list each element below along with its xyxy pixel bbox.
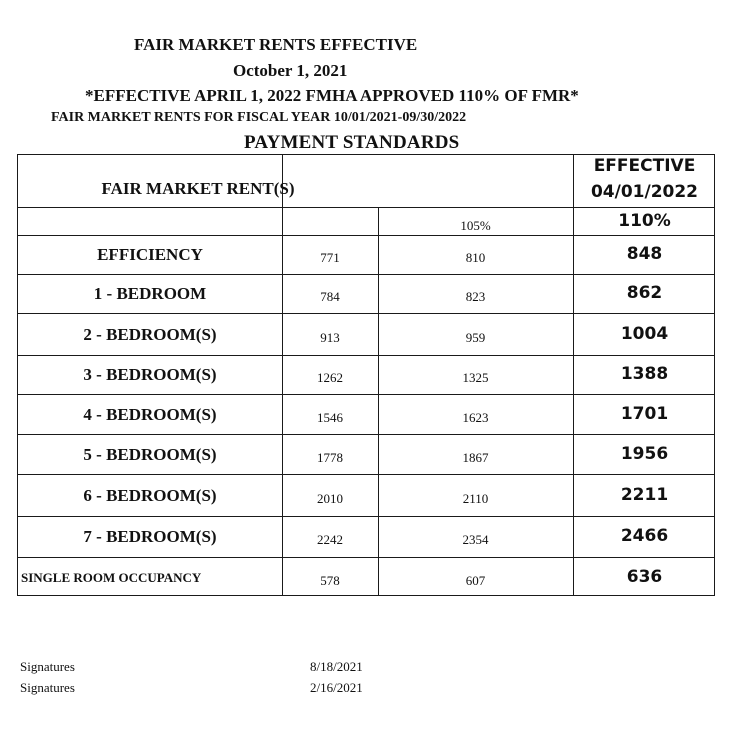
footer-signature-label-1: Signatures — [20, 659, 75, 674]
row-label: 7 - BEDROOM(S) — [83, 527, 217, 546]
fmr-value: 578 — [320, 572, 340, 588]
fmr-value: 2242 — [317, 532, 343, 547]
value-105: 959 — [465, 329, 486, 345]
header-title: FAIR MARKET RENTS EFFECTIVE — [134, 35, 418, 54]
value-110: 1004 — [620, 323, 669, 344]
value-105: 1325 — [462, 370, 489, 385]
value-110: 862 — [626, 283, 663, 303]
header-date: October 1, 2021 — [233, 61, 348, 80]
value-110: 848 — [626, 244, 663, 264]
column-header-105: 105% — [460, 217, 491, 233]
fmr-value: 771 — [320, 250, 340, 265]
row-label: 3 - BEDROOM(S) — [83, 365, 217, 384]
value-110: 636 — [626, 566, 663, 587]
value-105: 2110 — [462, 490, 489, 506]
value-105: 823 — [465, 289, 486, 304]
fmr-value: 1778 — [317, 449, 343, 465]
effective-label: EFFECTIVE — [593, 155, 696, 176]
fmr-value: 784 — [320, 289, 340, 304]
value-110: 1701 — [620, 403, 669, 424]
rent-table — [17, 154, 715, 596]
value-105: 2354 — [462, 532, 489, 547]
row-label: 1 - BEDROOM — [93, 284, 207, 303]
footer-signature-date-1: 8/18/2021 — [310, 659, 363, 674]
value-105: 607 — [465, 572, 486, 588]
value-105: 1623 — [462, 409, 489, 425]
value-105: 1867 — [462, 449, 489, 465]
value-110: 1956 — [620, 443, 669, 464]
table-title-cell: FAIR MARKET RENT(S) — [101, 178, 295, 198]
fmr-value: 913 — [320, 329, 340, 345]
fmr-value: 2010 — [317, 490, 343, 506]
value-105: 810 — [465, 250, 486, 265]
header-fiscal-year: FAIR MARKET RENTS FOR FISCAL YEAR 10/01/2021-09/30/2022 — [51, 110, 467, 125]
fmr-value: 1546 — [317, 409, 343, 425]
row-label: SINGLE ROOM OCCUPANCY — [21, 569, 202, 585]
row-label: EFFICIENCY — [97, 245, 203, 264]
row-label: 2 - BEDROOM(S) — [83, 324, 217, 344]
column-header-110: 110% — [618, 210, 671, 231]
value-110: 2466 — [620, 526, 669, 546]
effective-date: 04/01/2022 — [590, 181, 699, 202]
footer-signature-label-2: Signatures — [20, 680, 75, 695]
value-110: 1388 — [620, 364, 669, 384]
row-label: 5 - BEDROOM(S) — [83, 444, 217, 464]
row-label: 4 - BEDROOM(S) — [83, 404, 217, 424]
header-payment-standards: PAYMENT STANDARDS — [244, 132, 460, 153]
footer-signature-date-2: 2/16/2021 — [310, 680, 363, 695]
fmr-value: 1262 — [317, 370, 343, 385]
header-effective-note: *EFFECTIVE APRIL 1, 2022 FMHA APPROVED 110% OF FMR* — [85, 86, 579, 105]
row-label: 6 - BEDROOM(S) — [83, 485, 217, 505]
value-110: 2211 — [620, 484, 669, 505]
